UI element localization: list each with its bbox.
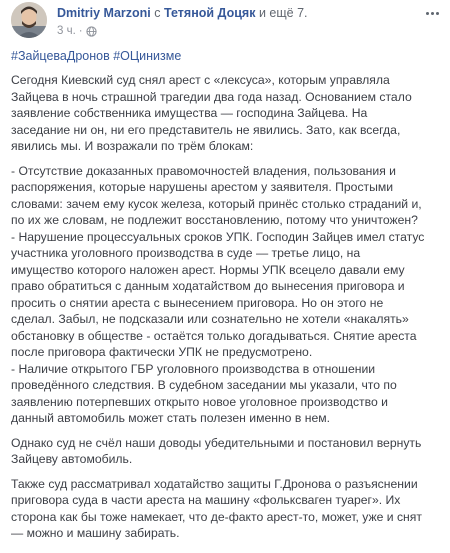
post-header <box>57 5 417 21</box>
hashtag-link[interactable]: #ОЦинизме <box>113 49 182 63</box>
globe-icon[interactable] <box>86 26 97 37</box>
hashtags-line <box>11 48 181 64</box>
post-text <box>11 72 443 550</box>
author-name-link[interactable]: Dmitriy Marzoni <box>57 6 151 20</box>
person-avatar-icon <box>11 2 47 38</box>
tagged-others-link[interactable]: и ещё 7. <box>258 6 308 20</box>
post-timestamp-link[interactable]: 3 ч. <box>57 25 76 37</box>
post-paragraph: Также суд рассматривал ходатайство защиты Г.Дронова о разъяснении приговора суда в части ареста на машину «фольксваген туарег». Их сторона как бы тоже намекает, что де-факто арест-то, может, уже и снят — можно и машину забирать. <box>11 476 422 540</box>
post-meta <box>57 24 97 38</box>
post-paragraph: Однако суд не счёл наши доводы убедительными и постановил вернуть Зайцеву автомобиль. <box>11 435 422 466</box>
tagged-user-link[interactable]: Тетяной Доцяк <box>163 6 256 20</box>
post-paragraph: Сегодня Киевский суд снял арест с «лексуса», которым управляла Зайцева в ночь страшной трагедии два года назад. Основанием стало заявление собственника имущества — господина Зайцева. На заседание ни он, ни его представитель не явились. Зато, как всегда, явились мы. И возражали по трём блокам: <box>11 73 412 153</box>
more-options-icon[interactable] <box>423 7 441 19</box>
post-paragraph: - Отсутствие доказанных правомочностей владения, пользования и распоряжения, которые нарушены арестом у заявителя. Простыми словами: зачем ему кусок железа, который принёс столько страданий и, по их же словам, не подлежит восстановлению, потому что уничтожен? - Нарушение процессуальных сроков УПК. Господин Зайцев имел статус участника уголовного производства в суде — третье лицо, на имущество которого наложен арест. Нормы УПК всецело давали ему право обратиться с данным ходатайством до вынесения приговора и просить о снятии ареста с вынесением приговора. Но он этого не сделал. Забыл, не подсказали или сознательно не хотели «накалять» обстановку в обществе - остаётся только догадываться. Снятие ареста после приговора фактически УПК не предусмотрено. - Наличие открытого ГБР уголовного производства в отношении проведённого следствия. В судебном заседании мы указали, что по заявлению потерпевших открыто новое уголовное производство и данный автомобиль может стать полезен именно в нем. <box>11 163 425 425</box>
author-avatar[interactable] <box>11 2 47 38</box>
with-label: с <box>154 6 161 20</box>
hashtag-link[interactable]: #ЗайцеваДронов <box>11 49 110 63</box>
dot-separator: · <box>78 25 83 37</box>
